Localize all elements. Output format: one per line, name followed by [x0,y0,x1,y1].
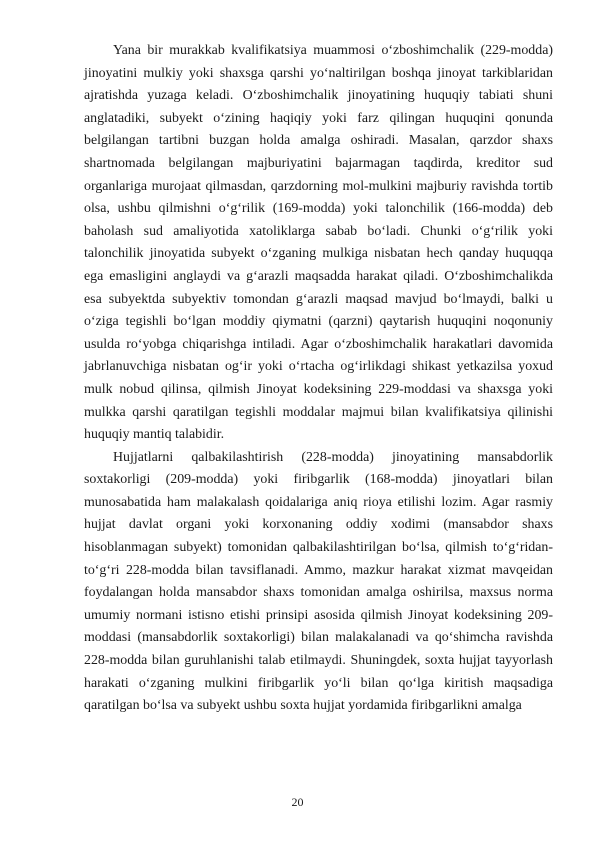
paragraph-2: Hujjatlarni qalbakilashtirish (228-modda) jinoyatining mansabdorlik soxtakorligi (209-modda) yoki firibgarlik (168-modda) jinoyatlari bilan munosabatida ham malakalash qoidalariga aniq rioya etilishi lozim. Agar rasmiy hujjat davlat organi yoki korxonaning oddiy xodimi (mansabdor shaxs hisoblanmagan subyekt) tomonidan qalbakilashtirilgan bo‘lsa, qilmish to‘g‘ridan-to‘g‘ri 228-modda bilan tavsiflanadi. Ammo, mazkur harakat xizmat mavqeidan foydalangan holda mansabdor shaxs tomonidan amalga oshirilsa, maxsus norma umumiy normani istisno etishi prinsipi asosida qilmish Jinoyat kodeksining 209-moddasi (mansabdorlik soxtakorligi) bilan malakalanadi va qo‘shimcha ravishda 228-modda bilan guruhlanishi talab etilmaydi. Shuningdek, soxta hujjat tayyorlash harakati o‘zganing mulkini firibgarlik yo‘li bilan qo‘lga kiritish maqsadiga qaratilgan bo‘lsa va subyekt ushbu soxta hujjat yordamida firibgarlikni amalga [84,449,553,714]
page-number: 20 [291,795,304,809]
page-body [84,40,553,718]
paragraph-1: Yana bir murakkab kvalifikatsiya muammosi o‘zboshimchalik (229-modda) jinoyatini mulkiy yoki shaxsga qarshi yo‘naltirilgan boshqa jinoyat tarkiblaridan ajratishda yuzaga keladi. O‘zboshimchalik jinoyatining huquqiy tabiati shuni anglatadiki, subyekt o‘zining haqiqiy yoki farz qilingan huquqini qonunda belgilangan tartibni buzgan holda amalga oshiradi. Masalan, qarzdor shaxs shartnomada belgilangan majburiyatini bajarmagan taqdirda, kreditor sud organlariga murojaat qilmasdan, qarzdorning mol-mulkini majburiy ravishda tortib olsa, ushbu qilmishni o‘g‘rilik (169-modda) yoki talonchilik (166-modda) deb baholash sud amaliyotida xatoliklarga sabab bo‘ladi. Chunki o‘g‘rilik yoki talonchilik jinoyatida subyekt o‘zganing mulkiga nisbatan hech qanday huquqqa ega emasligini anglaydi va g‘arazli maqsadda harakat qiladi. O‘zboshimchalikda esa subyektda subyektiv tomondan g‘arazli maqsad mavjud bo‘lmaydi, balki u o‘ziga tegishli bo‘lgan moddiy qiymatni (qarzni) qaytarish huquqini noqonuniy usulda ro‘yobga chiqarishga intiladi. Agar o‘zboshimchalik harakatlari davomida jabrlanuvchiga nisbatan og‘ir yoki o‘rtacha og‘irlikdagi shikast yetkazilsa yoxud mulk nobud qilinsa, qilmish Jinoyat kodeksining 229-moddasi va shaxsga yoki mulkka qarshi qaratilgan tegishli moddalar majmui bilan kvalifikatsiya qilinishi huquqiy mantiq talabidir. [84,43,553,443]
